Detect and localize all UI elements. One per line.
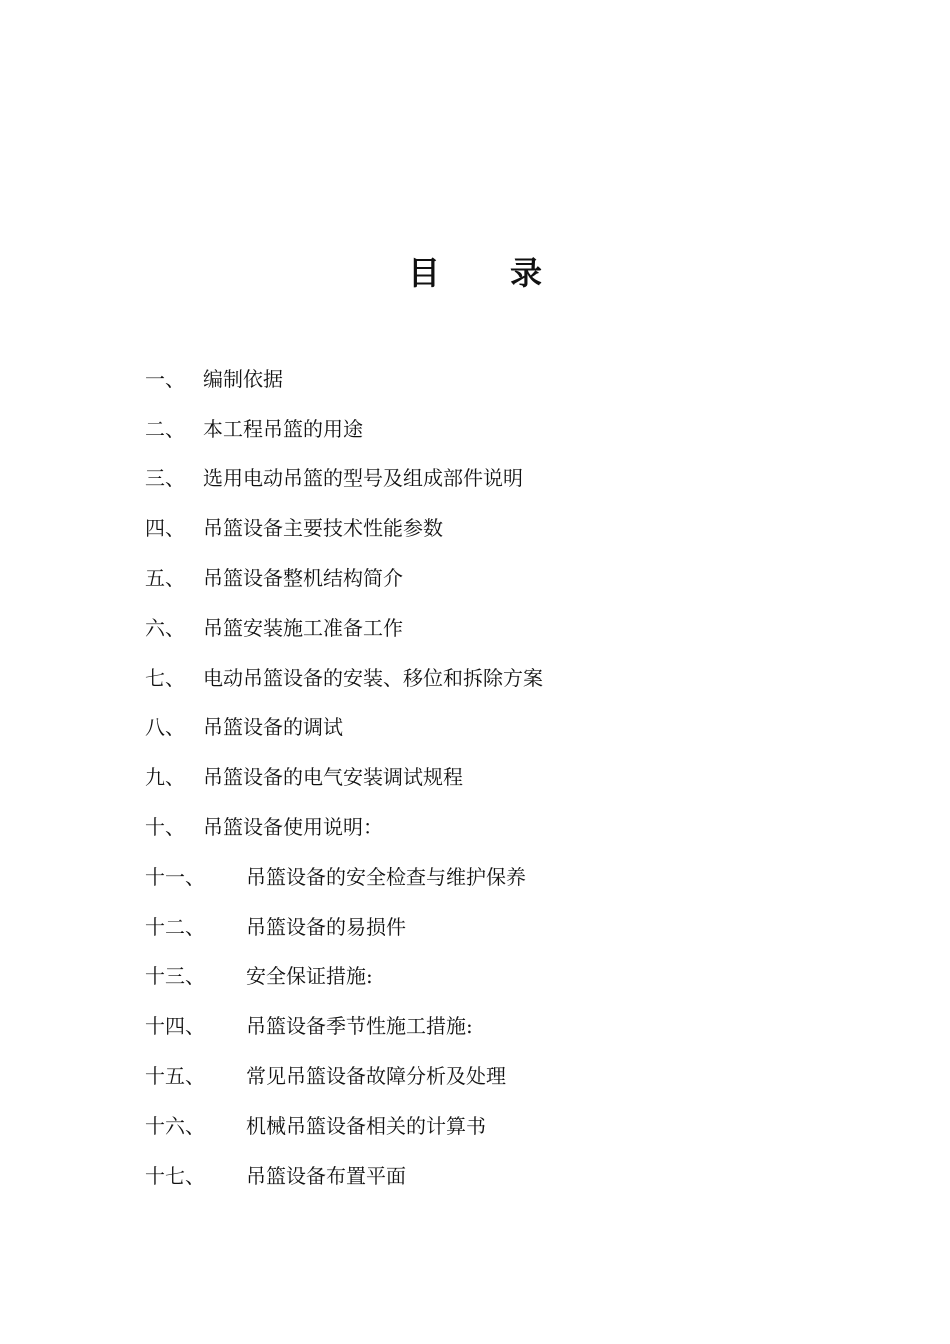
toc-item-text: 电动吊篮设备的安装、移位和拆除方案 [203,665,543,690]
toc-item-number: 六、 [145,615,185,640]
toc-item-text: 选用电动吊篮的型号及组成部件说明 [203,466,523,491]
toc-item [145,603,845,653]
toc-item-number: 五、 [145,566,185,591]
toc-item-text: 编制依据 [203,366,283,391]
toc-item [145,553,845,603]
toc-item-number: 十四、 [145,1014,205,1039]
toc-item-number: 十五、 [145,1064,205,1089]
toc-item-text: 吊篮安装施工准备工作 [203,615,403,640]
toc-item-number: 八、 [145,715,185,740]
toc-item [145,952,845,1002]
toc-item-number: 十六、 [145,1113,205,1138]
toc-item-number: 二、 [145,416,185,441]
toc-item-text: 吊篮设备布置平面 [246,1163,406,1188]
toc-item-text: 吊篮设备整机结构简介 [203,566,403,591]
title-char-2: 录 [509,254,542,292]
toc-item-number: 一、 [145,366,185,391]
toc-item [145,1001,845,1051]
toc-item [145,752,845,802]
toc-item-number: 十二、 [145,914,205,939]
title-char-1: 目 [407,254,440,292]
toc-item-number: 九、 [145,765,185,790]
toc-item-text: 吊篮设备使用说明： [203,815,383,840]
toc-item-text: 本工程吊篮的用途 [203,416,363,441]
toc-item [145,404,845,454]
toc-item-text: 吊篮设备主要技术性能参数 [203,516,443,541]
toc-item [145,703,845,753]
toc-item-number: 十三、 [145,964,205,989]
toc-item [145,454,845,504]
toc-item [145,354,845,404]
table-of-contents [145,354,845,1201]
toc-item [145,503,845,553]
toc-item-text: 机械吊篮设备相关的计算书 [246,1113,486,1138]
toc-item [145,1151,845,1201]
toc-item [145,653,845,703]
toc-item-number: 三、 [145,466,185,491]
toc-item-text: 吊篮设备季节性施工措施: [246,1014,473,1039]
toc-item-text: 吊篮设备的调试 [203,715,343,740]
toc-item-number: 七、 [145,665,185,690]
page-title [0,248,950,298]
toc-item-text: 吊篮设备的安全检查与维护保养 [246,864,526,889]
toc-item-text: 常见吊篮设备故障分析及处理 [246,1064,506,1089]
toc-item-number: 四、 [145,516,185,541]
toc-item [145,902,845,952]
toc-item-number: 十七、 [145,1163,205,1188]
toc-item-number: 十、 [145,815,185,840]
toc-item [145,802,845,852]
toc-item [145,1101,845,1151]
toc-item-text: 安全保证措施: [246,964,373,989]
toc-item [145,852,845,902]
toc-item-number: 十一、 [145,864,205,889]
toc-item-text: 吊篮设备的电气安装调试规程 [203,765,463,790]
toc-item [145,1051,845,1101]
toc-item-text: 吊篮设备的易损件 [246,914,406,939]
